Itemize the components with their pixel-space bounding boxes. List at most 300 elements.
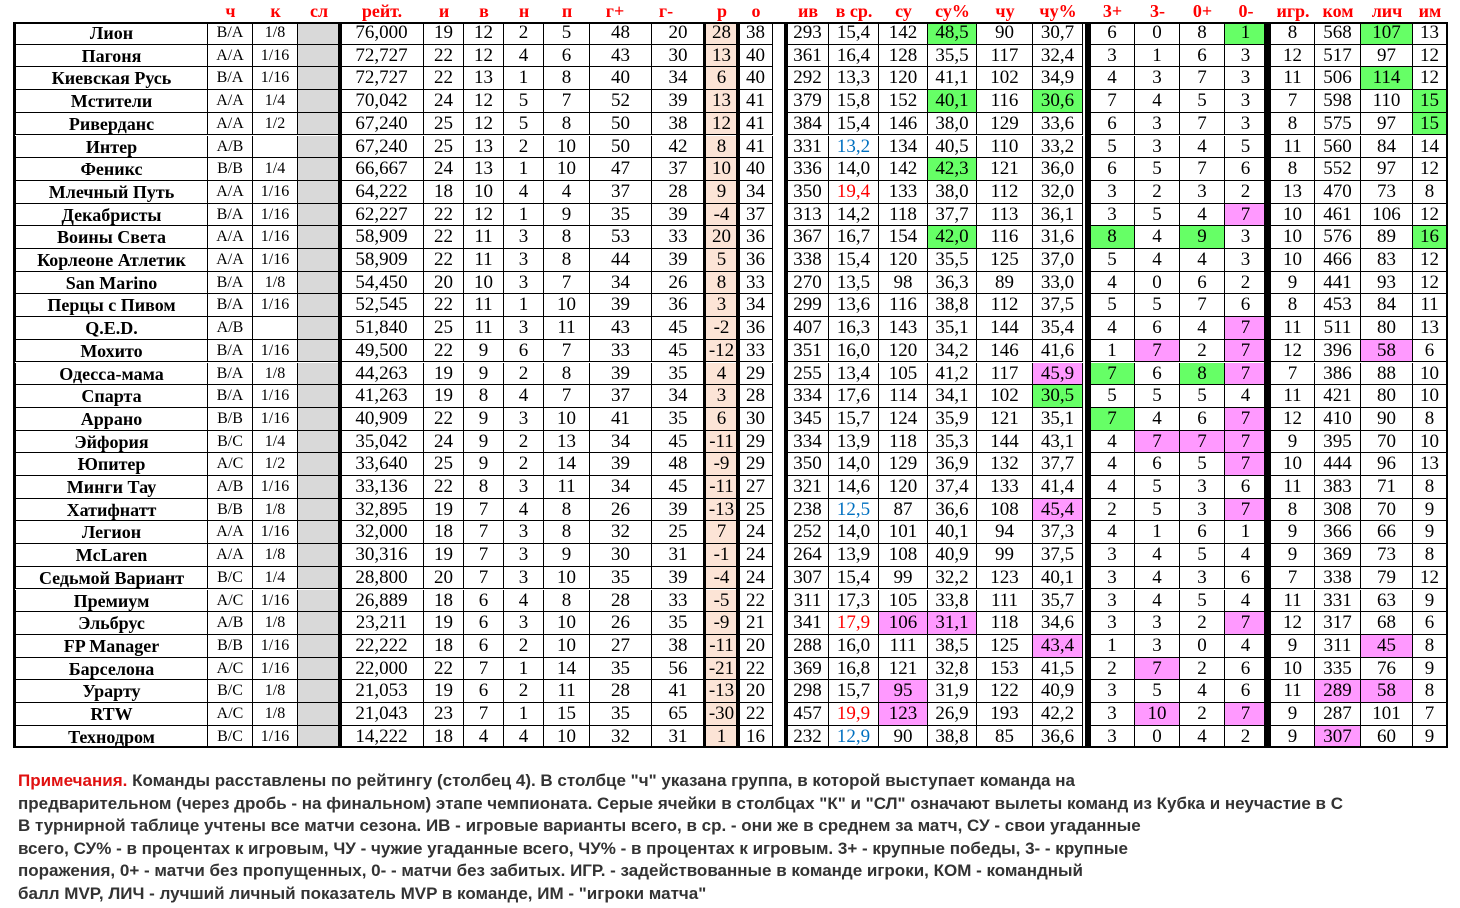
table-cell: 36,1 [1033,204,1083,227]
table-cell: 70,042 [340,90,424,113]
table-cell: 4 [1180,680,1225,703]
table-cell: 5 [1135,680,1180,703]
table-cell: 4 [1090,431,1135,454]
table-cell: 38 [739,22,773,45]
column-header: игр. [1276,1,1310,21]
table-cell: 34 [590,431,652,454]
table-cell: 1/16 [253,658,298,681]
table-cell: 70 [1361,499,1413,522]
table-cell: 7 [544,90,590,113]
team-name-cell: Лион [14,22,208,45]
table-cell: 85 [977,726,1033,749]
table-cell: 106 [1361,204,1413,227]
table-cell: 41 [590,408,652,431]
table-cell: 308 [1315,499,1361,522]
table-cell: 9 [1413,590,1447,613]
table-cell: 35,3 [928,431,977,454]
table-cell: 1/16 [253,45,298,68]
table-cell: 117 [977,363,1033,386]
table-cell: 35 [652,612,705,635]
table-cell: 5 [1180,590,1225,613]
table-cell: 10 [544,408,590,431]
table-cell: 4 [1180,136,1225,159]
table-cell: 10 [1271,226,1315,249]
table-cell: 4 [705,363,739,386]
table-cell: 7 [464,703,504,726]
table-cell: 112 [977,294,1033,317]
table-cell: 13 [1413,453,1447,476]
table-cell: 121 [879,658,928,681]
table-cell: 108 [977,499,1033,522]
table-cell: 3 [1135,136,1180,159]
table-cell: 1 [504,703,544,726]
table-cell: 37,7 [1033,453,1083,476]
table-cell: 97 [1361,158,1413,181]
table-cell: 1/8 [253,612,298,635]
table-cell: 18 [424,181,464,204]
table-cell: A/A [208,544,253,567]
table-cell: 24 [424,431,464,454]
table-cell: 5 [1135,294,1180,317]
table-cell: 10 [544,612,590,635]
table-cell: 73 [1361,181,1413,204]
column-header: н [518,1,530,21]
table-cell: 1/16 [253,249,298,272]
table-cell: 116 [977,90,1033,113]
table-cell: 288 [787,635,829,658]
table-cell: 5 [1135,385,1180,408]
table-cell: 9 [464,431,504,454]
table-cell: 33,0 [1033,272,1083,295]
table-cell: 9 [705,181,739,204]
table-cell: 331 [787,136,829,159]
table-cell: 1/8 [253,363,298,386]
table-cell: 154 [879,226,928,249]
table-cell: 1 [1225,22,1267,45]
table-cell: 9 [464,408,504,431]
table-cell: 5 [1180,385,1225,408]
table-cell: 9 [1413,521,1447,544]
table-cell: 7 [464,567,504,590]
table-cell: 66,667 [340,158,424,181]
table-cell: 1 [1090,340,1135,363]
table-cell: 118 [879,431,928,454]
table-cell: -11 [705,635,739,658]
table-cell: -9 [705,453,739,476]
table-cell: 8 [544,67,590,90]
table-cell: 22 [424,45,464,68]
table-cell: 1/8 [253,499,298,522]
table-cell: 123 [879,703,928,726]
table-cell: 21,053 [340,680,424,703]
table-cell: 124 [879,408,928,431]
table-cell: 1/8 [253,272,298,295]
table-cell: 11 [544,476,590,499]
table-cell: 11 [1413,294,1447,317]
table-cell: 32,0 [1033,181,1083,204]
table-cell: 30,7 [1033,22,1083,45]
table-cell: 3 [1090,204,1135,227]
table-cell: 13,6 [829,294,879,317]
team-name-cell: Декабристы [14,204,208,227]
table-cell: 90 [879,726,928,749]
table-cell: 16,8 [829,658,879,681]
table-cell: -1 [705,544,739,567]
table-cell: 1/16 [253,590,298,613]
column-header: лич [1371,1,1403,21]
table-cell: 37 [739,204,773,227]
table-cell: 52 [590,90,652,113]
table-cell: 466 [1315,249,1361,272]
table-cell: B/B [208,158,253,181]
table-cell: 4 [1135,226,1180,249]
table-cell: 6 [1180,521,1225,544]
table-cell: 384 [787,113,829,136]
table-cell: 114 [1361,67,1413,90]
table-cell: 142 [879,158,928,181]
table-cell: 8 [1180,22,1225,45]
table-cell: 8 [544,590,590,613]
table-cell: 255 [787,363,829,386]
table-cell: 11 [464,226,504,249]
table-cell: 99 [879,567,928,590]
table-cell: 3 [1135,113,1180,136]
table-cell: 5 [504,90,544,113]
table-cell: 17,9 [829,612,879,635]
table-cell: 4 [1225,590,1267,613]
table-cell: 19 [424,499,464,522]
table-cell: 65 [652,703,705,726]
table-cell: 10 [1271,204,1315,227]
table-cell: 25 [424,453,464,476]
table-cell: 13 [544,431,590,454]
table-cell: 22,000 [340,658,424,681]
table-cell: 38,0 [928,181,977,204]
table-cell: 2 [504,363,544,386]
table-cell: 22 [424,226,464,249]
table-cell: 12 [1413,567,1447,590]
table-cell: B/C [208,567,253,590]
column-header: г+ [605,1,625,21]
table-cell: 25 [424,317,464,340]
table-cell: A/B [208,476,253,499]
table-cell: 133 [977,476,1033,499]
table-cell: 361 [787,45,829,68]
table-cell: 30,6 [1033,90,1083,113]
table-cell: 16,4 [829,45,879,68]
table-cell: 16 [1413,226,1447,249]
table-cell: 2 [1225,272,1267,295]
table-cell: 6 [504,340,544,363]
table-cell: 106 [879,612,928,635]
table-cell: 3 [504,544,544,567]
table-cell: 37,5 [1033,294,1083,317]
table-cell: 4 [1135,408,1180,431]
table-cell: 6 [1135,453,1180,476]
table-cell: 32,895 [340,499,424,522]
table-cell: 116 [977,226,1033,249]
table-cell: 110 [977,136,1033,159]
table-cell: 457 [787,703,829,726]
team-name-cell: San Marino [14,272,208,295]
table-cell: 3 [1180,476,1225,499]
table-cell: 252 [787,521,829,544]
table-cell: 396 [1315,340,1361,363]
table-cell: 15 [544,703,590,726]
table-cell: 30 [590,544,652,567]
table-cell: 1/16 [253,294,298,317]
table-cell: 35 [590,204,652,227]
table-cell: 8 [1271,294,1315,317]
table-cell: 8 [1413,635,1447,658]
table-cell: 1/8 [253,703,298,726]
table-cell: 1/16 [253,67,298,90]
table-cell: -13 [705,499,739,522]
team-name-cell: Перцы с Пивом [14,294,208,317]
table-cell: 1/16 [253,521,298,544]
table-cell: 43 [590,317,652,340]
table-cell: 12,5 [829,499,879,522]
table-cell: 26,889 [340,590,424,613]
table-cell: 4 [464,726,504,749]
table-cell: 2 [1180,612,1225,635]
table-cell: 22 [739,658,773,681]
table-cell: 129 [977,113,1033,136]
table-cell: 369 [1315,544,1361,567]
table-cell: A/C [208,703,253,726]
table-cell: 113 [977,204,1033,227]
table-cell: -21 [705,658,739,681]
table-cell: 52,545 [340,294,424,317]
table-cell: 34 [739,181,773,204]
table-cell: 3 [504,521,544,544]
column-header: 3- [1150,1,1165,21]
table-cell: 72,727 [340,67,424,90]
table-cell: 336 [787,158,829,181]
table-cell: 35,7 [1033,590,1083,613]
table-cell: 3 [1090,590,1135,613]
table-cell: -4 [705,567,739,590]
table-cell: 41 [739,90,773,113]
table-cell: 395 [1315,431,1361,454]
table-cell: 6 [1135,317,1180,340]
table-cell: -30 [705,703,739,726]
table-cell: A/B [208,612,253,635]
table-cell: 2 [1225,181,1267,204]
column-header: им [1418,1,1442,21]
table-cell: 8 [544,249,590,272]
team-name-cell: Мстители [14,90,208,113]
table-cell: 134 [879,136,928,159]
table-cell: 2 [504,136,544,159]
table-cell: 89 [1361,226,1413,249]
table-cell: A/B [208,136,253,159]
table-cell: 4 [1135,544,1180,567]
table-cell: 28 [652,181,705,204]
table-cell: 334 [787,431,829,454]
table-cell: 4 [1135,249,1180,272]
table-cell: 3 [1225,113,1267,136]
table-cell: 4 [504,726,544,749]
table-cell: 30,316 [340,544,424,567]
table-cell: 6 [1180,408,1225,431]
table-cell: 25 [739,499,773,522]
table-cell: 14,0 [829,521,879,544]
table-cell: 1/8 [253,544,298,567]
table-cell: 506 [1315,67,1361,90]
table-cell: 307 [1315,726,1361,749]
table-cell: 2 [1090,499,1135,522]
column-header: в ср. [835,1,873,21]
table-cell: 117 [977,45,1033,68]
table-cell: 39 [652,204,705,227]
table-cell: 11 [544,317,590,340]
table-cell: 35 [590,703,652,726]
table-cell: 383 [1315,476,1361,499]
table-cell: 39 [652,499,705,522]
table-cell: 3 [504,612,544,635]
table-cell: 18 [424,726,464,749]
table-cell: 8 [1413,476,1447,499]
table-cell: 108 [879,544,928,567]
table-cell: 37 [590,181,652,204]
table-cell: 39 [590,453,652,476]
table-cell: 33,6 [1033,113,1083,136]
table-cell: 133 [879,181,928,204]
table-cell: B/A [208,363,253,386]
table-cell: 60 [1361,726,1413,749]
table-cell: 8 [544,363,590,386]
table-cell: 1/16 [253,204,298,227]
table-cell: 29 [739,431,773,454]
table-cell: 58 [1361,680,1413,703]
table-cell: 14 [1413,136,1447,159]
team-name-cell: Млечный Путь [14,181,208,204]
table-cell: 48 [652,453,705,476]
table-cell: 7 [1090,408,1135,431]
table-cell: 41 [739,136,773,159]
table-cell: 15,7 [829,408,879,431]
table-cell: 9 [1271,703,1315,726]
table-cell: 3 [1090,45,1135,68]
table-cell: 25 [652,521,705,544]
column-header: г- [658,1,674,21]
table-cell: 14,222 [340,726,424,749]
table-cell: 7 [705,521,739,544]
table-cell: 7 [1225,431,1267,454]
table-cell: 40,1 [928,521,977,544]
table-cell: B/B [208,499,253,522]
table-cell: A/C [208,590,253,613]
table-cell: 39 [590,363,652,386]
table-cell: 35,4 [1033,317,1083,340]
notes-block [18,770,1458,905]
table-cell: 110 [1361,90,1413,113]
table-cell: 25 [424,136,464,159]
table-cell: 4 [504,181,544,204]
table-cell: 3 [1135,612,1180,635]
table-cell: 10 [544,158,590,181]
table-cell: 9 [464,363,504,386]
table-cell: 45 [652,431,705,454]
table-cell: 7 [1225,499,1267,522]
table-cell: 42,2 [1033,703,1083,726]
table-cell: A/A [208,181,253,204]
table-cell: 2 [1180,703,1225,726]
table-cell: 6 [1225,158,1267,181]
table-cell: 80 [1361,385,1413,408]
table-cell: 112 [977,181,1033,204]
table-cell: 4 [1225,385,1267,408]
table-cell: 8 [544,499,590,522]
table-cell: 19 [424,680,464,703]
table-cell: 64,222 [340,181,424,204]
table-cell: 1/16 [253,476,298,499]
table-cell: 11 [464,294,504,317]
table-cell: 32 [590,726,652,749]
table-cell: 5 [1135,499,1180,522]
table-cell: 335 [1315,658,1361,681]
table-cell: 7 [1271,567,1315,590]
table-cell: 6 [1225,567,1267,590]
table-cell: 13,5 [829,272,879,295]
table-cell: 5 [1090,385,1135,408]
table-cell: 8 [1271,113,1315,136]
table-cell: 6 [1090,158,1135,181]
table-cell: A/C [208,658,253,681]
table-cell: 18 [424,521,464,544]
table-cell: 568 [1315,22,1361,45]
table-cell: 39 [652,249,705,272]
table-cell: 8 [1413,181,1447,204]
table-cell: 7 [1225,340,1267,363]
table-cell: 90 [977,22,1033,45]
table-cell: 12 [1271,45,1315,68]
table-cell: 37 [590,385,652,408]
column-header: и [438,1,450,21]
table-cell: 4 [1135,90,1180,113]
table-cell: B/A [208,22,253,45]
table-cell: 34 [590,272,652,295]
team-name-cell: Корлеоне Атлетик [14,249,208,272]
table-cell: 31 [652,544,705,567]
table-cell: 4 [1090,476,1135,499]
table-cell: 7 [464,499,504,522]
table-cell: 33,8 [928,590,977,613]
table-cell: 12 [1271,340,1315,363]
table-cell: 38,8 [928,726,977,749]
table-cell: 4 [544,181,590,204]
table-cell: 56 [652,658,705,681]
table-cell: A/A [208,90,253,113]
column-header-row [0,0,1460,22]
table-cell: 146 [879,113,928,136]
table-cell: 289 [1315,680,1361,703]
table-cell: 5 [1135,158,1180,181]
table-cell: 7 [1135,340,1180,363]
table-cell: 12 [1271,612,1315,635]
table-cell: 24 [424,90,464,113]
table-cell: 21 [739,612,773,635]
table-cell: 36,6 [928,499,977,522]
notes-line-2: предварительном (через дробь - на финальном) этапе чемпионата. Серые ячейки в столбцах "К" и "СЛ" означают вылеты команд из Кубка и неучастие в С [18,793,1344,813]
table-cell: 40 [739,45,773,68]
table-cell: 6 [544,45,590,68]
table-cell: 24 [739,544,773,567]
table-cell: 9 [1271,635,1315,658]
column-header: чу [995,1,1015,21]
table-cell: 299 [787,294,829,317]
